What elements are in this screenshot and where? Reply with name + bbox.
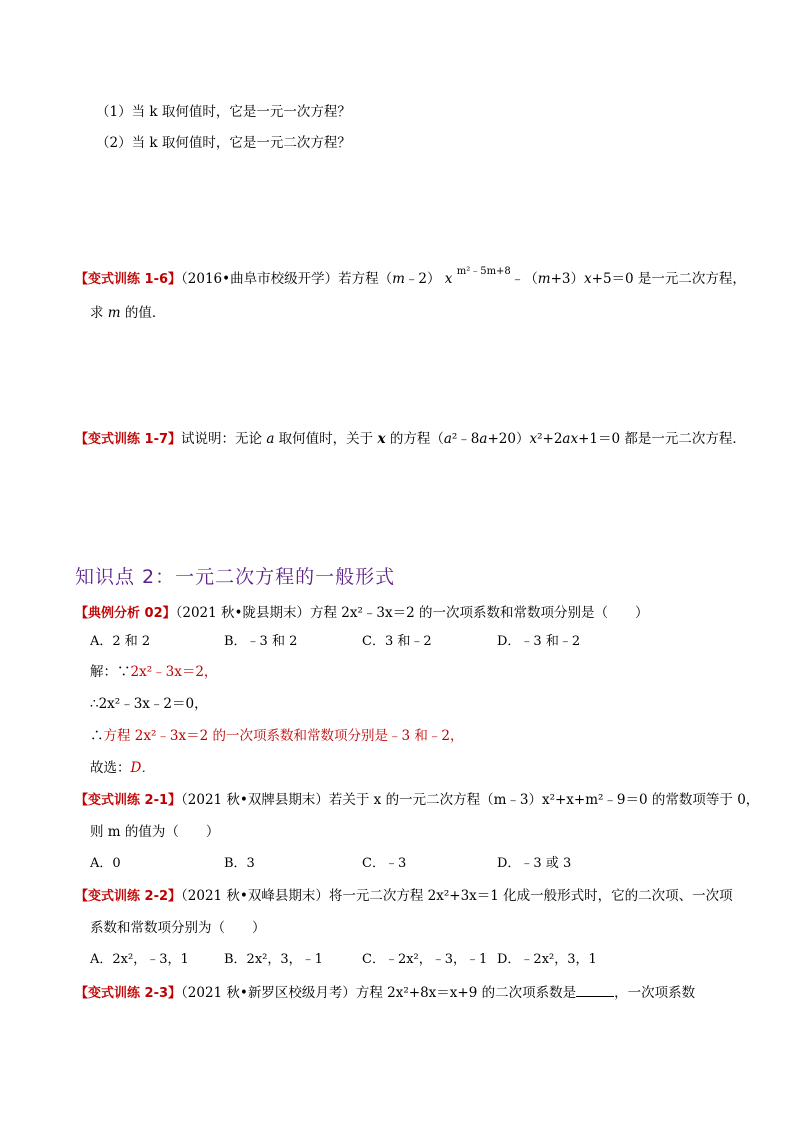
exercise-1-7: 【变式训练 1-7】试说明：无论 a 取何值时，关于 x 的方程（a²﹣8a+20）x²+2ax+1＝0 都是一元二次方程． — [75, 431, 746, 447]
exercise-tag: 【变式训练 2-3】 — [75, 986, 182, 1001]
exercise-2-1: 【变式训练 2-1】（2021 秋•双牌县期末）若关于 x 的一元二次方程（m﹣3）x²+x+m²﹣9＝0 的常数项等于 0， — [75, 792, 760, 808]
exercise-tag: 【变式训练 2-2】 — [75, 889, 182, 904]
section-heading: 知识点 2：一元二次方程的一般形式 — [75, 566, 396, 588]
option-c: C．﹣3 — [362, 856, 407, 871]
exercise-tag: 【变式训练 1-6】 — [75, 272, 182, 287]
exercise-tag: 【变式训练 1-7】 — [75, 432, 182, 447]
option-d: D．﹣2x²，3，1 — [497, 952, 597, 967]
option-a: A．0 — [90, 856, 121, 871]
exercise-2-3: 【变式训练 2-3】（2021 秋•新罗区校级月考）方程 2x²+8x＝x+9 的二次项系数是 ，一次项系数 — [75, 985, 696, 1001]
option-c: C．﹣2x²，﹣3，﹣1 — [362, 952, 488, 967]
option-b: B．3 — [224, 856, 255, 871]
exercise-1-6-line2: 求 m 的值． — [90, 305, 166, 321]
example-02: 【典例分析 02】（2021 秋•陇县期末）方程 2x²﹣3x＝2 的一次项系数和常数项分别是（ ） — [75, 605, 649, 621]
example-tag: 【典例分析 02】 — [75, 606, 176, 621]
exercise-1-6: 【变式训练 1-6】（2016•曲阜市校级开学）若方程（m﹣2） x $^{m^2﹣5m+8}$﹣（m+3）x+5＝0 是一元二次方程， — [75, 266, 746, 287]
solution-line-3: ∴方程 2x²﹣3x＝2 的一次项系数和常数项分别是﹣3 和﹣2， — [90, 728, 464, 744]
option-a: A．2x²，﹣3，1 — [90, 952, 189, 967]
exercise-2-1-line2: 则 m 的值为（ ） — [90, 824, 220, 840]
question-part-2: （2）当 k 取何值时，它是一元二次方程？ — [96, 135, 351, 151]
solution-line-2: ∴2x²﹣3x﹣2＝0， — [90, 696, 208, 712]
option-c: C．3 和﹣2 — [362, 634, 432, 649]
exponent: m²﹣5m+8 — [456, 266, 511, 277]
option-b: B．﹣3 和 2 — [224, 634, 298, 649]
option-d: D．﹣3 或 3 — [497, 856, 572, 871]
exercise-2-2-line2: 系数和常数项分别为（ ） — [90, 920, 266, 936]
option-a: A．2 和 2 — [90, 634, 151, 649]
question-part-1: （1）当 k 取何值时，它是一元一次方程？ — [96, 104, 351, 120]
solution-line-1: 解：∵2x²﹣3x＝2， — [90, 664, 218, 680]
option-d: D．﹣3 和﹣2 — [497, 634, 581, 649]
exercise-2-2: 【变式训练 2-2】（2021 秋•双峰县期末）将一元二次方程 2x²+3x＝1 化成一般形式时，它的二次项、一次项 — [75, 888, 733, 904]
exercise-tag: 【变式训练 2-1】 — [75, 793, 182, 808]
answer-blank[interactable] — [576, 983, 614, 997]
solution-line-4: 故选：D． — [90, 760, 155, 776]
option-b: B．2x²，3，﹣1 — [224, 952, 323, 967]
